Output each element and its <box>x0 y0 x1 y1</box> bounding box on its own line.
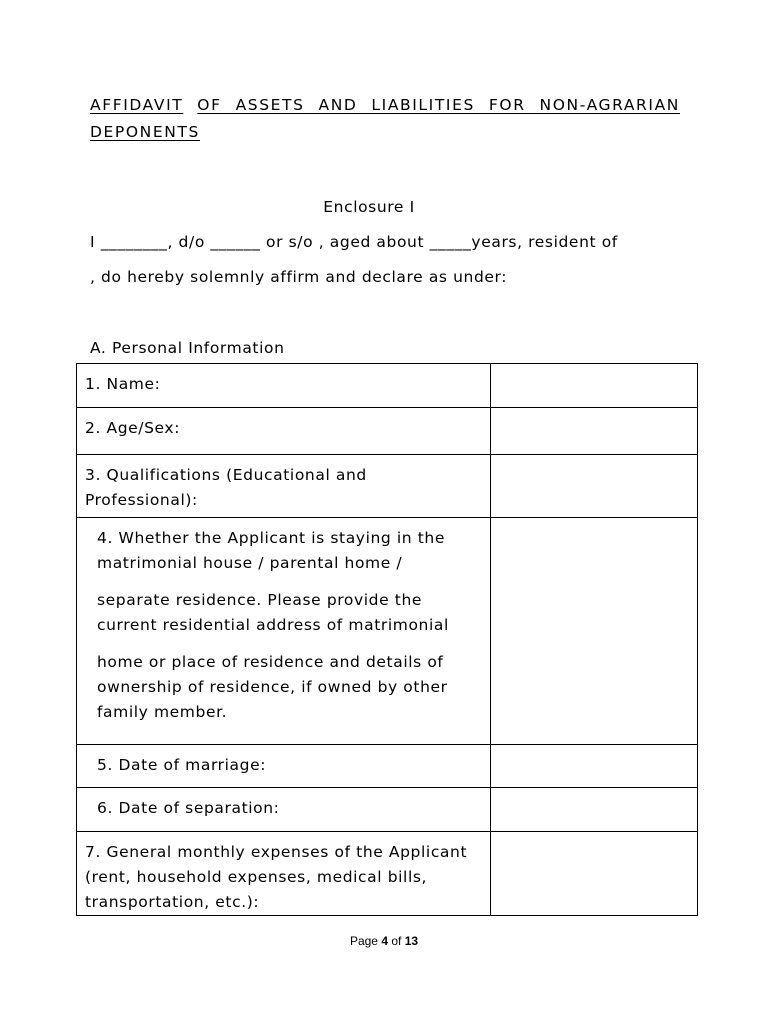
date-of-separation-value-cell[interactable] <box>491 788 698 832</box>
label-age-sex: 2. Age/Sex: <box>85 419 181 437</box>
declaration-line-1: I ________, d/o ______ or s/o , aged about _____years, resident of <box>90 233 618 251</box>
declaration-line-2: , do hereby solemnly affirm and declare as under: <box>90 268 508 286</box>
label-date-of-marriage: 5. Date of marriage: <box>97 756 267 774</box>
table-row <box>77 788 698 832</box>
footer-current-page: 4 <box>381 934 388 948</box>
row-label <box>77 364 491 408</box>
enclosure-label: Enclosure I <box>323 198 415 216</box>
document-title <box>90 92 680 146</box>
table-row <box>77 364 698 408</box>
table-row <box>77 518 698 745</box>
row-label <box>77 408 491 455</box>
row-label <box>77 832 491 916</box>
name-value-cell[interactable] <box>491 364 698 408</box>
label-qualifications: 3. Qualifications (Educational and Professional): <box>85 466 367 509</box>
qualifications-value-cell[interactable] <box>491 455 698 518</box>
table-row <box>77 455 698 518</box>
footer-total-pages: 13 <box>404 934 419 948</box>
table-row <box>77 745 698 788</box>
label-residence-1: 4. Whether the Applicant is staying in the matrimonial house / parental home / <box>97 529 445 572</box>
label-residence-3: home or place of residence and details of ownership of residence, if owned by other family member. <box>97 653 448 721</box>
title-deponents: DEPONENTS <box>90 123 200 141</box>
row-label <box>77 745 491 788</box>
date-of-marriage-value-cell[interactable] <box>491 745 698 788</box>
age-sex-value-cell[interactable] <box>491 408 698 455</box>
table-row <box>77 408 698 455</box>
footer-page-word: Page <box>349 934 378 948</box>
row-label <box>77 518 491 745</box>
row-label <box>77 788 491 832</box>
residence-value-cell[interactable] <box>491 518 698 745</box>
title-assets-liabilities: OF ASSETS AND LIABILITIES FOR NON-AGRARIAN <box>197 96 680 114</box>
monthly-expenses-value-cell[interactable] <box>491 832 698 916</box>
personal-info-table <box>76 363 698 916</box>
label-name: 1. Name: <box>85 375 161 393</box>
label-monthly-expenses: 7. General monthly expenses of the Applicant (rent, household expenses, medical bills, transportation, etc.): <box>85 843 468 911</box>
row-label <box>77 455 491 518</box>
footer-of-word: of <box>391 934 402 948</box>
page-footer <box>0 934 768 948</box>
title-affidavit: AFFIDAVIT <box>90 96 184 114</box>
table-row <box>77 832 698 916</box>
label-residence-2: separate residence. Please provide the current residential address of matrimonial <box>97 591 449 634</box>
section-title: A. Personal Information <box>90 339 285 357</box>
label-date-of-separation: 6. Date of separation: <box>97 799 280 817</box>
